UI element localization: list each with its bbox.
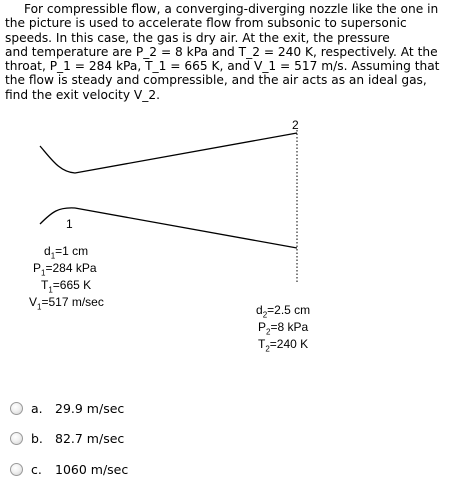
nozzle-lower-wall [40, 208, 297, 248]
question-line: throat, P_1 = 284 kPa, T_1 = 665 K, and V_1 = 517 m/s. Assuming that [5, 59, 440, 74]
throat-diameter: $d_1=1$ cm [44, 244, 89, 261]
exit-pressure: $P_2=8$ kPa [258, 320, 309, 337]
throat-velocity: $V_1=517$ m/sec [29, 295, 104, 312]
question-line: the flow is steady and compressible, and the air acts as an ideal gas, [5, 73, 427, 88]
question-line: For compressible flow, a converging-diverging nozzle like the one in [24, 2, 439, 16]
question-line: and temperature are P_2 = 8 kPa and T_2 = 240 K, respectively. At the [5, 44, 438, 59]
throat-station-label: 1 [66, 217, 73, 231]
option-letter: c. [31, 461, 42, 477]
exit-diameter: $d_2=2.5$ cm [256, 303, 311, 320]
throat-pressure: $P_1=284$ kPa [33, 261, 97, 278]
nozzle-upper-wall [40, 133, 297, 173]
option-c[interactable] [10, 459, 128, 479]
question-line: the picture is used to accelerate flow from subsonic to supersonic [5, 16, 407, 31]
option-b-radio[interactable] [10, 432, 23, 445]
question-line: speeds. In this case, the gas is dry air. At the exit, the pressure [5, 30, 390, 45]
option-letter: a. [31, 400, 43, 416]
option-text: 1060 m/sec [55, 461, 129, 477]
option-c-radio[interactable] [10, 463, 23, 476]
option-a[interactable] [10, 398, 124, 418]
option-letter: b. [31, 430, 43, 446]
option-a-radio[interactable] [10, 402, 23, 415]
question-text [5, 2, 467, 102]
option-b[interactable] [10, 428, 124, 448]
exit-temperature: $T_2=240$ K [258, 337, 309, 354]
throat-temperature: $T_1=665$ K [41, 278, 92, 295]
option-text: 29.9 m/sec [55, 400, 125, 416]
exit-station-label: 2 [292, 118, 299, 132]
question-line: find the exit velocity V_2. [5, 87, 160, 102]
option-text: 82.7 m/sec [55, 430, 125, 446]
